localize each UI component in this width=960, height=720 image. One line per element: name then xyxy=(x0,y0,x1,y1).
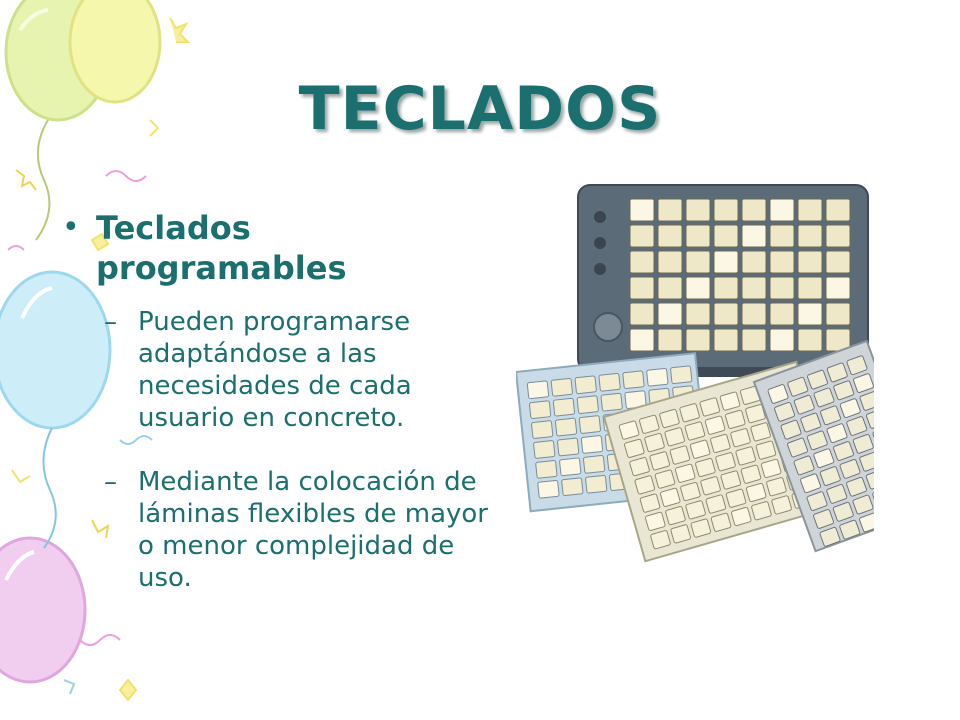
sub-bullet-1 xyxy=(104,306,504,434)
keycap xyxy=(583,455,605,473)
keycap xyxy=(686,251,710,273)
keycap xyxy=(623,371,645,389)
keycap xyxy=(529,401,551,419)
keycap xyxy=(742,251,766,273)
keycap xyxy=(826,225,850,247)
keycap xyxy=(579,416,601,434)
bullet-marker: • xyxy=(62,210,80,245)
keycap xyxy=(742,303,766,325)
keycap xyxy=(714,225,738,247)
keycap xyxy=(686,277,710,299)
keycap xyxy=(798,303,822,325)
bullet-text: Teclados programables xyxy=(96,209,347,287)
keycap xyxy=(555,418,577,436)
keycap xyxy=(742,199,766,221)
keycap xyxy=(577,396,599,414)
keycap xyxy=(714,251,738,273)
keycap xyxy=(658,277,682,299)
keycap xyxy=(714,303,738,325)
keycap xyxy=(630,251,654,273)
keycap xyxy=(630,225,654,247)
keycap xyxy=(798,277,822,299)
balloon-blue xyxy=(0,272,110,428)
keycap xyxy=(686,303,710,325)
keycap xyxy=(658,329,682,351)
keycap xyxy=(557,438,579,456)
keycap xyxy=(826,303,850,325)
keycap xyxy=(798,199,822,221)
keycap xyxy=(770,225,794,247)
keycap xyxy=(658,251,682,273)
keycap xyxy=(714,277,738,299)
keycap xyxy=(601,393,623,411)
keycap xyxy=(714,199,738,221)
keycap xyxy=(559,458,581,476)
keycap xyxy=(599,373,621,391)
keycap xyxy=(585,475,607,493)
keycap xyxy=(770,199,794,221)
keycap xyxy=(647,368,669,386)
programmable-keyboard-photo xyxy=(516,177,874,587)
keycap xyxy=(770,251,794,273)
keycap xyxy=(742,329,766,351)
sub-bullet-text: Mediante la colocación de láminas flexibles de mayor o menor complejidad de uso. xyxy=(138,467,488,593)
main-bullet xyxy=(62,208,502,288)
keycap xyxy=(798,225,822,247)
keycap xyxy=(630,199,654,221)
keycap xyxy=(826,199,850,221)
keycap xyxy=(581,435,603,453)
keycap xyxy=(742,277,766,299)
keycap xyxy=(798,251,822,273)
keycap xyxy=(686,199,710,221)
keycap xyxy=(742,225,766,247)
keycap xyxy=(686,225,710,247)
keycap xyxy=(536,460,558,478)
keycap xyxy=(686,329,710,351)
keycap xyxy=(770,277,794,299)
keycap xyxy=(658,225,682,247)
sub-bullet-text: Pueden programarse adaptándose a las necesidades de cada usuario en concreto. xyxy=(138,307,412,433)
keycap xyxy=(538,480,560,498)
keycap xyxy=(562,478,584,496)
keycap xyxy=(575,376,597,394)
keycap xyxy=(531,421,553,439)
keycap xyxy=(533,440,555,458)
keycap xyxy=(826,277,850,299)
keycap xyxy=(553,398,575,416)
keycap xyxy=(630,303,654,325)
keycap xyxy=(714,329,738,351)
balloon-pink xyxy=(0,538,85,682)
keycap xyxy=(798,329,822,351)
keycap xyxy=(527,381,549,399)
keycap xyxy=(770,303,794,325)
keycap xyxy=(658,199,682,221)
keycap xyxy=(658,303,682,325)
keycap xyxy=(551,378,573,396)
dash-marker: – xyxy=(104,467,117,497)
sub-bullet-2 xyxy=(104,466,504,594)
keycap xyxy=(770,329,794,351)
slide-title: TECLADOS xyxy=(298,74,662,144)
keycap xyxy=(826,251,850,273)
dash-marker: – xyxy=(104,307,117,337)
keycap xyxy=(630,329,654,351)
keycap xyxy=(670,366,692,384)
keycap xyxy=(630,277,654,299)
